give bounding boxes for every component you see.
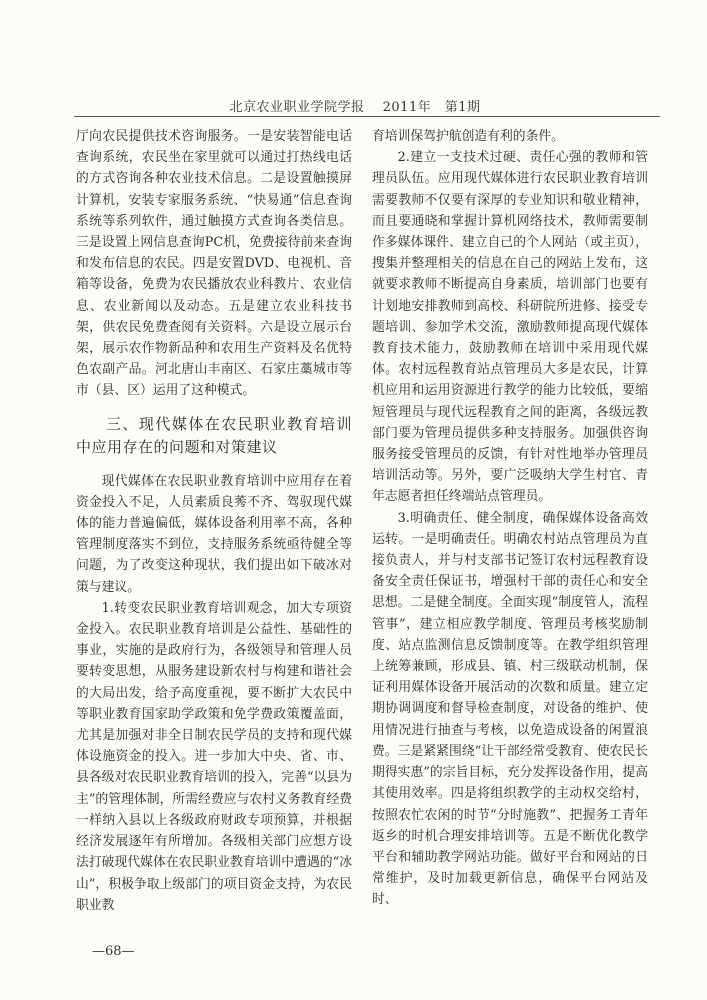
paragraph-continued: 育培训保驾护航创造有利的条件。 bbox=[372, 129, 564, 144]
paragraph-point-2: 2.建立一支技术过硬、责任心强的教师和管理员队伍。应用现代媒体进行农民职业教育培训需要教师不仅要有深厚的专业知识和敬业精神，而且要通晓和掌握计算机网络技术，教师需要制作多媒体课件、建立自己的个人网站（或主页），搜集并整理相关的信息在自己的网站上发布，这就要求教师不断提高自身素质，培训部门也要有计划地安排教师到高校、科研院所进修、接受专题培训、参加学术交流，激励教师提高现代媒体教育技术能力，鼓励教师在培训中采用现代媒体。农村远程教育站点管理员大多是农民，计算机应用和运用资源进行教学的能力比较低，要缩短管理员与现代远程教育之间的距离，各级远教部门要为管理员提供多种支持服务。加强供咨询服务接受管理员的反馈，有针对性地举办管理员培训活动等。另外，要广泛吸纳大学生村官、青年志愿者担任终端站点管理员。 bbox=[372, 150, 648, 505]
running-header: 北京农业职业学院学报 2011年 第1期 bbox=[229, 100, 481, 115]
paragraph-point-1: 1.转变农民职业教育培训观念，加大专项资金投入。农民职业教育培训是公益性、基础性的事业，实施的是政府行为，各级领导和管理人员要转变思想，从服务建设新农村与构建和谐社会的大局出发，给予高度重视，要不断扩大农民中等职业教育国家助学政策和免学费政策覆盖面，尤其是加强对非全日制农民学员的支持和现代媒体设施资金的投入。进一步加大中央、省、市、县各级对农民职业教育培训的投入，完善“以县为主”的管理体制，所需经费应与农村义务教育经费一样纳入县以上各级政府财政专项预算，并根据经济发展逐年有所增加。各级相关部门应想方设法打破现代媒体在农民职业教育培训中遭遇的“冰山”，积极争取上级部门的项目资金支持，为农民职业教 bbox=[76, 600, 352, 913]
right-column bbox=[372, 126, 648, 911]
paragraph-point-3: 3.明确责任、健全制度，确保媒体设备高效运转。一是明确责任。明确农村站点管理员为直接负责人，并与村支部书记签订农村远程教育设备安全责任保证书，增强村干部的责任心和安全思想。二是健全制度。全面实现“制度管人，流程管事”，建立相应教学制度、管理员考核奖励制度、站点监测信息反馈制度等。在教学组织管理上统筹兼顾，形成县、镇、村三级联动机制，保证利用媒体设备开展活动的次数和质量。建立定期协调调度和督导检查制度，对设备的维护、使用情况进行抽查与考核，以免造成设备的闲置浪费。三是紧紧围绕“让干部经常受教育、使农民长期得实惠”的宗旨目标，充分发挥设备作用，提高其使用效率。四是将组织教学的主动权交给村，按照农忙农闲的时节“分时施教”、把握务工青年返乡的时机合理安排培训等。五是不断优化教学平台和辅助教学网站功能。做好平台和网站的日常维护，及时加载更新信息，确保平台网站及时、 bbox=[372, 510, 648, 908]
page-number: —68— bbox=[92, 944, 135, 959]
header-rule bbox=[74, 116, 660, 117]
left-column bbox=[76, 126, 352, 916]
paragraph-continued: 厅向农民提供技术咨询服务。一是安装智能电话查询系统，农民坐在家里就可以通过打热线电话的方式咨询各种农业技术信息。二是设置触摸屏计算机，安装专家服务系统、“快易通”信息查询系统等系列软件，通过触摸方式查询各类信息。三是设置上网信息查询PC机，免费接待前来查询和发布信息的农民。四是安置DVD、电视机、音箱等设备，免费为农民播放农业科教片、农业信息、农业新闻以及动态。五是建立农业科技书架，供农民免费查阅有关资料。六是设立展示台架，展示农作物新品种和农用生产资料及名优特色农副产品。河北唐山丰南区、石家庄藁城市等市（县、区）运用了这种模式。 bbox=[76, 129, 352, 399]
section-heading: 三、现代媒体在农民职业教育培训中应用存在的问题和对策建议 bbox=[76, 414, 352, 456]
paragraph-intro: 现代媒体在农民职业教育培训中应用存在着资金投入不足，人员素质良莠不齐、驾驭现代媒体的能力普遍偏低，媒体设备利用率不高，各种管理制度落实不到位，支持服务系统亟待健全等问题，为了改变这种现状，我们提出如下破冰对策与建议。 bbox=[76, 473, 352, 595]
